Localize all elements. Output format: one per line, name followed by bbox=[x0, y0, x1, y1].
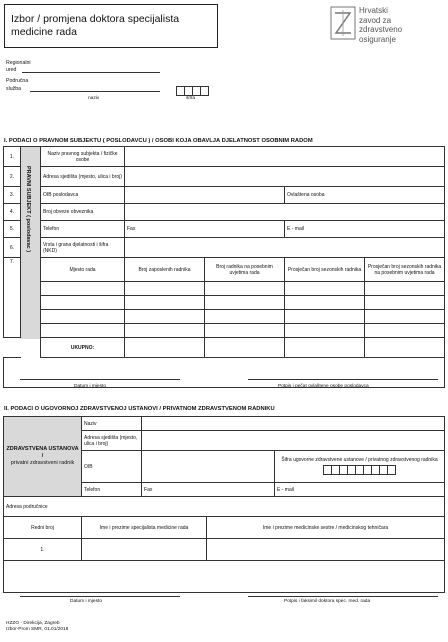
form-title-box bbox=[4, 4, 218, 48]
s2-email-field[interactable]: E - mail bbox=[275, 483, 445, 497]
col-posebni: Broj radnika na posebnim uvjetima rada bbox=[205, 258, 285, 282]
section2-heading: II. PODACI O UGOVORNOJ ZDRAVSTVENOJ USTANOVI / PRIVATNOM ZDRAVSTVENOM RADNIKU bbox=[4, 406, 275, 412]
oib-field[interactable] bbox=[125, 187, 285, 204]
naziv-field[interactable] bbox=[125, 147, 445, 167]
djelatnost-label: Vrsta i grana djelatnosti i šifra (NKD) bbox=[41, 238, 125, 258]
row-num-1: 1. bbox=[4, 147, 21, 167]
section1-heading: I. PODACI O PRAVNOM SUBJEKTU ( POSLODAVCU ) / OSOBI KOJA OBAVLJA DJELATNOST OSOBNIM RADOM bbox=[4, 138, 313, 144]
potpis-caption-1: Potpis i pečat ovlaštene osobe poslodavca bbox=[278, 384, 369, 389]
potpis-line-2[interactable] bbox=[248, 596, 438, 597]
naziv-label: Naziv pravnog subjekta / fizičke osobe bbox=[41, 147, 125, 167]
col-sezonski-posebni: Prosječan broj sezonskih radnika na posebnim uvjetima rada bbox=[365, 258, 445, 282]
potpis-line-1[interactable] bbox=[248, 379, 438, 380]
adresa-label: Adresa sjedišta (mjesto, ulica i broj) bbox=[41, 167, 125, 187]
potpis-caption-2: Potpis i faksimil doktora spec. med. rada bbox=[284, 599, 371, 604]
regional-label: Regionalni bbox=[6, 60, 31, 66]
redni-broj-header: Redni broj bbox=[4, 517, 82, 539]
s2-adresa-label: Adresa sjedišta (mjesto, ulica i broj) bbox=[82, 431, 142, 451]
footer-text: HZZO - Direkcija, Zagreb Izbor-Prom SMR, 01.01/2018 bbox=[6, 621, 69, 632]
naziv-caption: naziv bbox=[88, 96, 100, 101]
form-title: Izbor / promjena doktora specijalista medicine rada bbox=[11, 13, 180, 38]
col-zaposlenih: Broj zaposlenih radnika bbox=[125, 258, 205, 282]
section1-vertical-label: PRAVNI SUBJEKT ( poslodavac ) bbox=[25, 166, 31, 253]
datum-caption-2: Datum i mjesto bbox=[70, 599, 102, 604]
ovlastena-osoba-field[interactable]: Ovlaštena osoba bbox=[285, 187, 445, 204]
oib-label: OIB poslodavca bbox=[41, 187, 125, 204]
djelatnost-field[interactable] bbox=[125, 238, 445, 258]
fax-field[interactable]: Fax bbox=[125, 221, 285, 238]
telefon-label: Telefon bbox=[41, 221, 125, 238]
s2-naziv-label: Naziv bbox=[82, 417, 142, 431]
specijalist-field[interactable] bbox=[82, 539, 207, 561]
s2-sifra-boxes[interactable] bbox=[277, 465, 442, 477]
adresa-podrucnice-field[interactable]: Adresa područnice bbox=[4, 497, 445, 517]
row-1-num: 1. bbox=[4, 539, 82, 561]
s2-oib-field[interactable] bbox=[142, 451, 275, 483]
logo-text: Hrvatski zavod za zdravstveno osiguranje bbox=[359, 6, 403, 44]
mjesto-rada-header: Mjesto rada bbox=[41, 258, 125, 282]
ured-label: ured bbox=[6, 67, 17, 73]
sestra-header: Ime i prezime medicinske sestre / medicinskog tehničara bbox=[207, 517, 445, 539]
datum-line-1[interactable] bbox=[20, 379, 180, 380]
sestra-field[interactable] bbox=[207, 539, 445, 561]
hzzo-logo-icon bbox=[330, 6, 356, 40]
section1-table: 1. Naziv pravnog subjekta / fizičke osobe 2. Adresa sjedišta (mjesto, ulica i broj) 3. OIB poslodavca Ovlaštena osoba 4. Broj obveze obveznika 5. Telefon Fax E - mail 6. Vrsta i grana djelatnosti i šifra (NKD) 7. Mjesto rada Broj zaposlenih radnika Broj radnika na posebnim uvjetima rada Prosječan broj sezonskih radnika Prosječan broj sezonskih radnika na posebnim uvjetima rada UKUPNO: bbox=[3, 146, 445, 388]
email-field[interactable]: E - mail bbox=[285, 221, 445, 238]
col-sezonski: Prosječan broj sezonskih radnika bbox=[285, 258, 365, 282]
sluzba-field[interactable] bbox=[30, 91, 160, 92]
s2-telefon-label: Telefon bbox=[82, 483, 142, 497]
broj-obveze-label: Broj obveze obveznika bbox=[41, 204, 125, 221]
s2-fax-field[interactable]: Fax bbox=[142, 483, 275, 497]
s2-sifra-label: Šifra ugovorne zdravstvene ustanove / privatnog zdravstvenog radnika bbox=[275, 451, 445, 483]
sifra-caption: šifra bbox=[186, 96, 196, 101]
s2-naziv-field[interactable] bbox=[142, 417, 445, 431]
ured-field[interactable] bbox=[22, 72, 160, 73]
ukupno-label: UKUPNO: bbox=[41, 338, 125, 358]
section2-table bbox=[3, 416, 445, 593]
datum-line-2[interactable] bbox=[20, 596, 180, 597]
s2-adresa-field[interactable] bbox=[142, 431, 445, 451]
s2-oib-label: OIB bbox=[82, 451, 142, 483]
datum-caption-1: Datum i mjesto bbox=[74, 384, 106, 389]
podrucna-label: Područna bbox=[6, 78, 29, 84]
sluzba-label: služba bbox=[6, 86, 21, 92]
specijalist-header: Ime i prezime specijalista medicine rada bbox=[82, 517, 207, 539]
zdravstvena-ustanova-label: ZDRAVSTVENA USTANOVA / privatni zdravstveni radnik bbox=[4, 417, 82, 497]
adresa-field[interactable] bbox=[125, 167, 445, 187]
broj-obveze-field[interactable] bbox=[125, 204, 445, 221]
